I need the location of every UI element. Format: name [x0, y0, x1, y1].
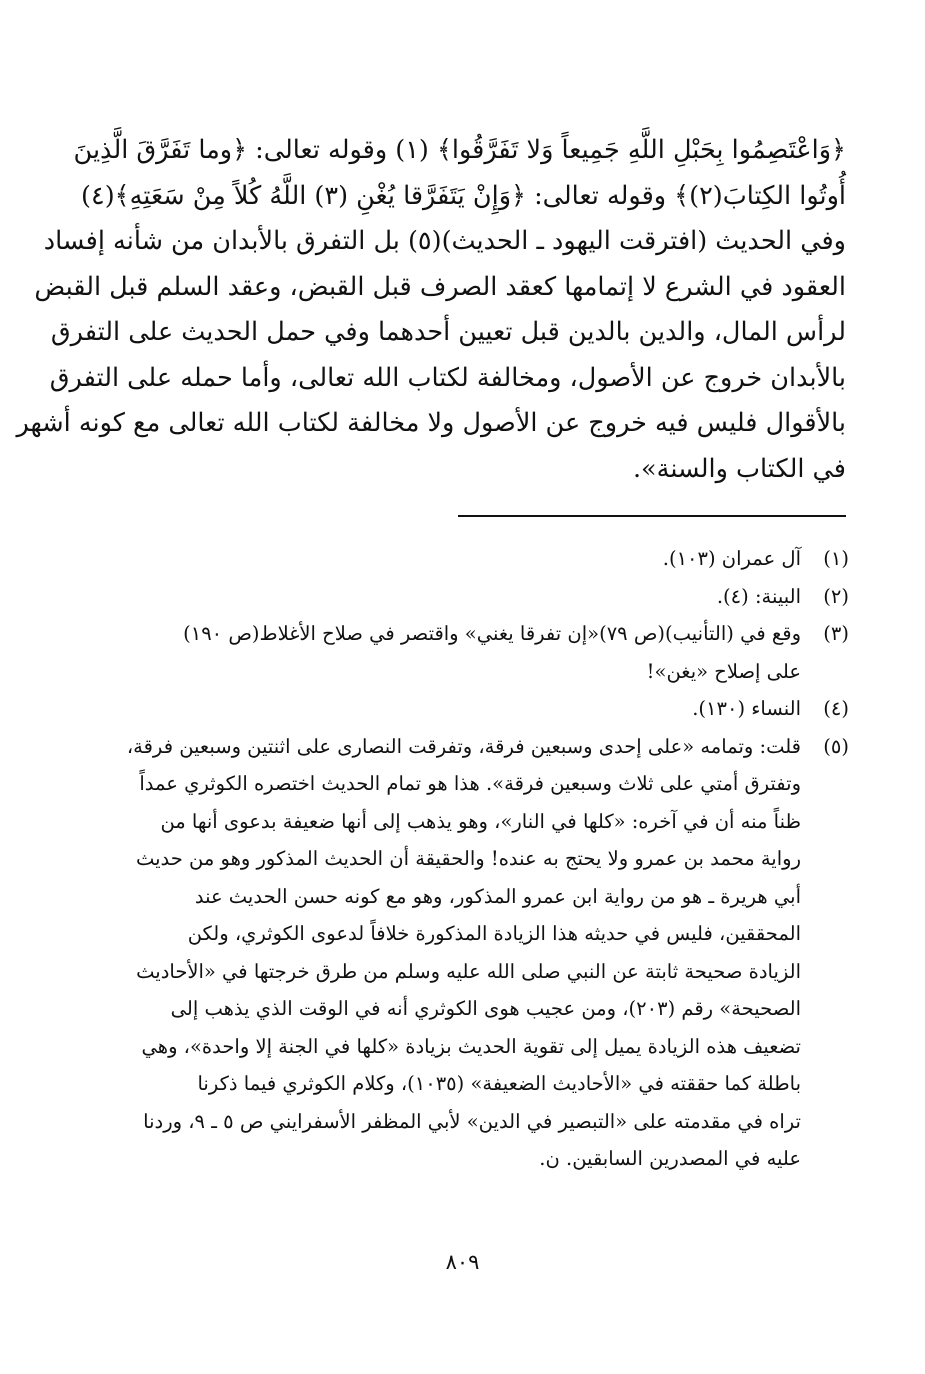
footnote-text-line: الصحيحة» رقم (٢٠٣)، ومن عجيب هوى الكوثري أنه في الوقت الذي يذهب إلى [170, 997, 801, 1020]
footnote-4 [115, 690, 849, 728]
main-text-line: أُوتُوا الكِتابَ(٢)﴾ وقوله تعالى: ﴿وَإِنْ يَتَفَرَّقا يُغْنِ (٣) اللَّهُ كُلاً مِنْ سَعَتِهِ﴾(٤) [81, 180, 846, 211]
footnote-text-line: النساء (١٣٠). [692, 697, 801, 720]
footnote-text-line: تضعيف هذه الزيادة يميل إلى تقوية الحديث بزيادة «كلها في الجنة إلا واحدة»، وهي [141, 1034, 801, 1058]
footnote-text-line: عليه في المصدرين السابقين. ن. [539, 1147, 801, 1170]
footnote-text-line: الزيادة صحيحة ثابتة عن النبي صلى الله عليه وسلم من طرق خرجتها في «الأحاديث [136, 959, 801, 983]
footnote-2 [115, 578, 849, 616]
footnote-number: (٣) [823, 622, 849, 645]
footnote-number: (٤) [823, 697, 849, 720]
footnote-1 [115, 540, 849, 578]
footnote-text-line: آل عمران (١٠٣). [662, 547, 801, 570]
footnote-number: (٥) [823, 734, 849, 758]
main-text-line: العقود في الشرع لا إتمامها كعقد الصرف قبل القبض، وعقد السلم قبل القبض [34, 271, 846, 302]
footnote-text-line: المحققين، فليس في حديثه هذا الزيادة المذكورة خلافاً لدعوى الكوثري، ولكن [187, 922, 801, 945]
main-text-line: بالأبدان خروج عن الأصول، ومخالفة لكتاب الله تعالى، وأما حمله على التفرق [49, 362, 846, 393]
footnotes-section [115, 540, 849, 1178]
footnote-text-line: وقع في (التأنيب)(ص ٧٩)«إن تفرقا يغني» واقتصر في صلاح الأغلاط(ص ١٩٠) [183, 622, 801, 645]
footnote-text-line: رواية محمد بن عمرو ولا يحتج به عنده! والحقيقة أن الحديث المذكور وهو من حديث [135, 847, 801, 870]
footnote-number: (٢) [823, 584, 849, 608]
main-text-line: وفي الحديث (افترقت اليهود ـ الحديث)(٥) بل التفرق بالأبدان من شأنه إفساد [43, 226, 846, 256]
footnote-text-line: البينة: (٤). [716, 584, 801, 608]
footnote-number: (١) [823, 547, 849, 570]
footnote-text-line: ظناً منه أن في آخره: «كلها في النار»، وهو يذهب إلى أنها ضعيفة بدعوى أنها من [160, 809, 801, 833]
footnote-5 [115, 728, 849, 1178]
footnote-text-line: باطلة كما حققته في «الأحاديث الضعيفة» (١٠٣٥)، وكلام الكوثري فيما ذكرنا [197, 1072, 801, 1095]
footnote-divider [458, 515, 846, 517]
main-text-block [16, 128, 846, 492]
main-text-line: لرأس المال، والدين بالدين قبل تعيين أحدهما وفي حمل الحديث على التفرق [50, 317, 846, 347]
page-number: ٨٠٩ [445, 1250, 480, 1274]
footnote-text-line: قلت: وتمامه «على إحدى وسبعين فرقة، وتفرقت النصارى على اثنتين وسبعين فرقة، [126, 734, 801, 758]
main-text-line: ﴿وَاعْتَصِمُوا بِحَبْلِ اللَّهِ جَمِيعاً وَلا تَفَرَّقُوا﴾ (١) وقوله تعالى: ﴿وما تَفَرَّقَ الَّذِينَ [73, 135, 846, 165]
main-text-line: في الكتاب والسنة». [632, 453, 846, 484]
footnote-text-line: وتفترق أمتي على ثلاث وسبعين فرقة». هذا هو تمام الحديث اختصره الكوثري عمداً [139, 772, 801, 795]
footnote-text-line: على إصلاح «يغن»! [646, 659, 801, 683]
footnote-3 [115, 615, 849, 690]
main-text-line: بالأقوال فليس فيه خروج عن الأصول ولا مخالفة لكتاب الله تعالى مع كونه أشهر [16, 408, 846, 438]
footnote-text-line: أبي هريرة ـ هو من رواية ابن عمرو المذكور، وهو مع كونه حسن الحديث عند [194, 884, 801, 908]
footnote-text-line: تراه في مقدمته على «التبصير في الدين» لأبي المظفر الأسفرايني ص ٥ ـ ٩، وردنا [143, 1109, 801, 1133]
